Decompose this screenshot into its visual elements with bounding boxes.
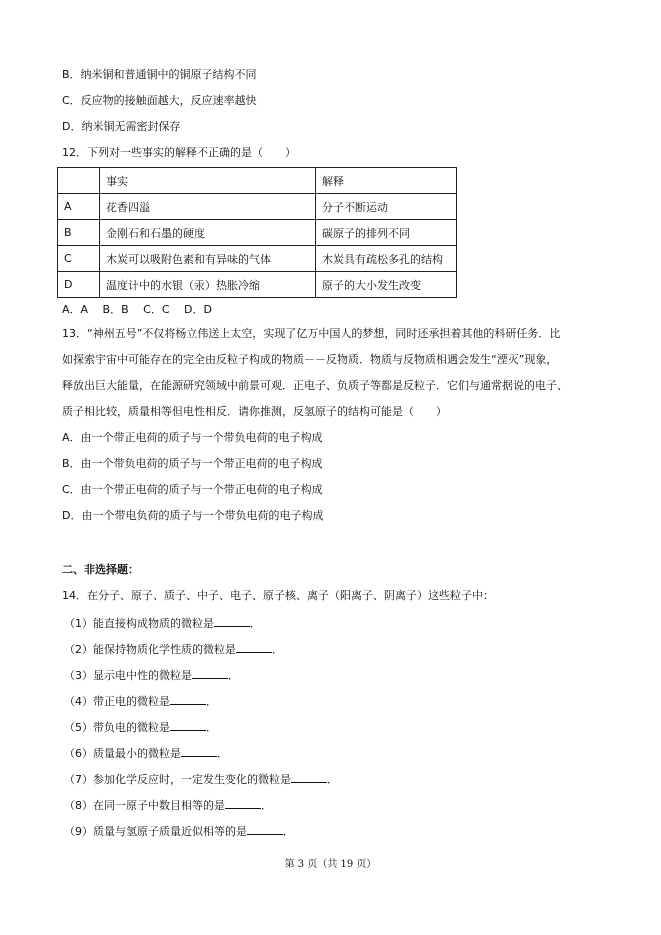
q12-stem: 12．下列对一些事实的解释不正确的是（ ）	[62, 146, 296, 159]
q11-option-d: D．纳米铜无需密封保存	[62, 120, 181, 133]
q14-item-text: （8）在同一原子中数目相等的是	[64, 799, 225, 812]
q14-item	[64, 771, 338, 787]
answer-blank[interactable]	[225, 797, 261, 809]
q14-stem: 14．在分子、原子、质子、中子、电子、原子核、离子（阳离子、阴离子）这些粒子中：	[62, 589, 494, 602]
period: ．	[217, 747, 228, 760]
answer-blank[interactable]	[291, 771, 327, 783]
table-cell: 温度计中的水银（汞）热胀冷缩	[100, 272, 316, 298]
q13-option-a: A．由一个带正电荷的质子与一个带负电荷的电子构成	[62, 431, 323, 444]
period: ．	[228, 669, 239, 682]
q11-option-c: C．反应物的接触面越大，反应速率越快	[62, 94, 257, 107]
q13-stem-line: 如探索宇宙中可能存在的完全由反粒子构成的物质－－反物质．物质与反物质相遇会发生“湮灭”现象，	[62, 353, 558, 366]
table-row	[58, 220, 457, 246]
answer-blank[interactable]	[170, 719, 206, 731]
table-row	[58, 246, 457, 272]
q14-item-text: （1）能直接构成物质的微粒是	[64, 617, 214, 630]
table-cell: C	[58, 246, 100, 272]
q14-item-text: （4）带正电的微粒是	[64, 695, 170, 708]
period: ．	[283, 825, 294, 838]
q14-item	[64, 641, 283, 657]
q14-item	[64, 745, 228, 761]
q13-option-b: B．由一个带负电荷的质子与一个带正电荷的电子构成	[62, 457, 323, 470]
q11-option-b: B．纳米铜和普通铜中的铜原子结构不同	[62, 68, 257, 81]
table-cell: 木炭可以吸附色素和有异味的气体	[100, 246, 316, 272]
answer-blank[interactable]	[181, 745, 217, 757]
table-cell: 木炭具有疏松多孔的结构	[316, 246, 457, 272]
q14-item	[64, 693, 217, 709]
table-cell: A	[58, 194, 100, 220]
answer-blank[interactable]	[214, 615, 250, 627]
table-row	[58, 194, 457, 220]
table-header-cell	[58, 168, 100, 194]
q14-item	[64, 823, 294, 839]
q13-option-d: D．由一个带电负荷的质子与一个带负电荷的电子构成	[62, 509, 324, 522]
q14-item	[64, 667, 239, 683]
table-cell: 花香四溢	[100, 194, 316, 220]
table-header-row	[58, 168, 457, 194]
period: ．	[261, 799, 272, 812]
q14-item	[64, 797, 272, 813]
period: ．	[206, 721, 217, 734]
q13-stem-line: 释放出巨大能量，在能源研究领域中前景可观．正电子、负质子等都是反粒子．它们与通常据说的电子、	[62, 379, 568, 392]
answer-blank[interactable]	[170, 693, 206, 705]
q14-item-text: （6）质量最小的微粒是	[64, 747, 181, 760]
q14-item-text: （2）能保持物质化学性质的微粒是	[64, 643, 236, 656]
q14-item	[64, 615, 261, 631]
table-header-cell: 解释	[316, 168, 457, 194]
period: ．	[206, 695, 217, 708]
q13-option-c: C．由一个带正电荷的质子与一个带正电荷的电子构成	[62, 483, 323, 496]
period: ．	[250, 617, 261, 630]
q14-item-text: （7）参加化学反应时，一定发生变化的微粒是	[64, 773, 291, 786]
answer-blank[interactable]	[247, 823, 283, 835]
q12-answer-options: A．A B．B C．C D．D	[62, 303, 212, 316]
q14-item	[64, 719, 217, 735]
answer-blank[interactable]	[192, 667, 228, 679]
page-footer: 第 3 页（共 19 页）	[284, 859, 377, 870]
table-header-cell: 事实	[100, 168, 316, 194]
table-cell: 碳原子的排列不同	[316, 220, 457, 246]
q14-item-text: （3）显示电中性的微粒是	[64, 669, 192, 682]
q13-stem-line: 质子相比较，质量相等但电性相反．请你推测，反氢原子的结构可能是（ ）	[62, 405, 447, 418]
period: ．	[327, 773, 338, 786]
table-cell: B	[58, 220, 100, 246]
section-heading: 二、非选择题：	[62, 563, 139, 576]
table-cell: 金刚石和石墨的硬度	[100, 220, 316, 246]
table-cell: D	[58, 272, 100, 298]
table-row	[58, 272, 457, 298]
q14-item-text: （9）质量与氢原子质量近似相等的是	[64, 825, 247, 838]
period: ．	[272, 643, 283, 656]
answer-blank[interactable]	[236, 641, 272, 653]
q13-stem-line: 13．“神州五号”不仅将杨立伟送上太空，实现了亿万中国人的梦想，同时还承担着其他的科研任务．比	[62, 327, 561, 340]
q14-item-text: （5）带负电的微粒是	[64, 721, 170, 734]
table-cell: 分子不断运动	[316, 194, 457, 220]
q12-table	[57, 167, 457, 298]
table-cell: 原子的大小发生改变	[316, 272, 457, 298]
